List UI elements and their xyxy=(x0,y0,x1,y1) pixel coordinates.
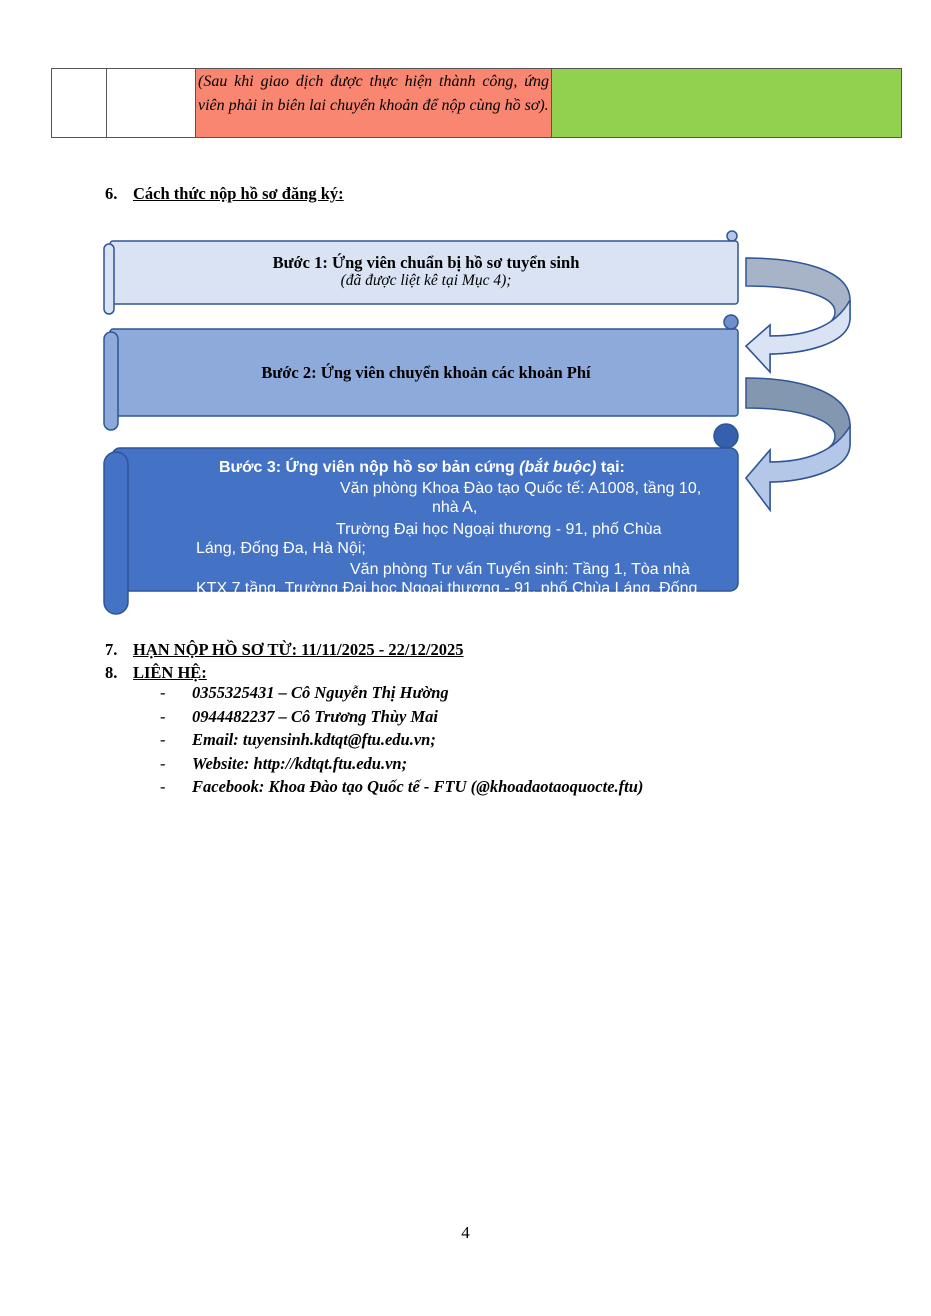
fee-table-fragment xyxy=(51,68,902,138)
step-3-text xyxy=(130,452,730,597)
table-cell-item xyxy=(107,69,196,137)
curved-arrow-1 xyxy=(746,258,850,372)
section-8-heading xyxy=(105,663,207,683)
section-number: 6. xyxy=(105,184,118,203)
contact-facebook: - Facebook: Khoa Đào tạo Quốc tế - FTU (@khoadaotaoquocte.ftu) xyxy=(160,777,644,796)
step-1-subtitle: (đã được liệt kê tại Mục 4); xyxy=(340,272,512,289)
step-3-line: nhà A, xyxy=(432,499,478,516)
contact-phone-2: - 0944482237 – Cô Trương Thùy Mai xyxy=(160,706,438,726)
step-1-title: Bước 1: Ứng viên chuẩn bị hồ sơ tuyển sinh xyxy=(272,253,580,272)
step-3-line: KTX 7 tầng, Trường Đại học Ngoại thương - 91, phố Chùa Láng, Đống xyxy=(196,580,698,597)
contact-email: - Email: tuyensinh.kdtqt@ftu.edu.vn; xyxy=(160,730,436,749)
step-3-line: Văn phòng Tư vấn Tuyển sinh: Tầng 1, Tòa nhà xyxy=(350,561,690,578)
step-3-line: Láng, Đống Đa, Hà Nội; xyxy=(196,540,366,557)
table-cell-note xyxy=(196,69,552,137)
contact-title: LIÊN HỆ: xyxy=(133,663,207,682)
table-note-text: (Sau khi giao dịch được thực hiện thành công, ứng viên phải in biên lai chuyển khoản để nộp cùng hồ sơ). xyxy=(198,73,549,114)
contact-website: - Website: http://kdtqt.ftu.edu.vn; xyxy=(160,753,408,773)
section-title: Cách thức nộp hồ sơ đăng ký: xyxy=(133,184,344,203)
step-3-line: Văn phòng Khoa Đào tạo Quốc tế: A1008, tầng 10, xyxy=(340,480,702,497)
section-number: 7. xyxy=(105,640,118,659)
curved-arrow-2 xyxy=(746,378,850,510)
page-number: 4 xyxy=(461,1223,470,1242)
step-2-title: Bước 2: Ứng viên chuyển khoản các khoản Phí xyxy=(261,363,591,382)
deadline-title: HẠN NỘP HỒ SƠ TỪ: 11/11/2025 - 22/12/2025 xyxy=(133,640,464,659)
section-6-heading xyxy=(105,184,344,204)
table-cell-index xyxy=(52,69,107,137)
step-3-title: Bước 3: Ứng viên nộp hồ sơ bản cứng (bắt buộc) tại: xyxy=(219,459,625,476)
contact-list xyxy=(160,683,643,801)
section-7-heading xyxy=(105,640,463,660)
section-number: 8. xyxy=(105,663,118,682)
table-cell-status xyxy=(552,69,901,137)
contact-phone-1: - 0355325431 – Cô Nguyễn Thị Hường xyxy=(160,683,449,702)
step-3-line: Trường Đại học Ngoại thương - 91, phố Chùa xyxy=(336,521,662,538)
